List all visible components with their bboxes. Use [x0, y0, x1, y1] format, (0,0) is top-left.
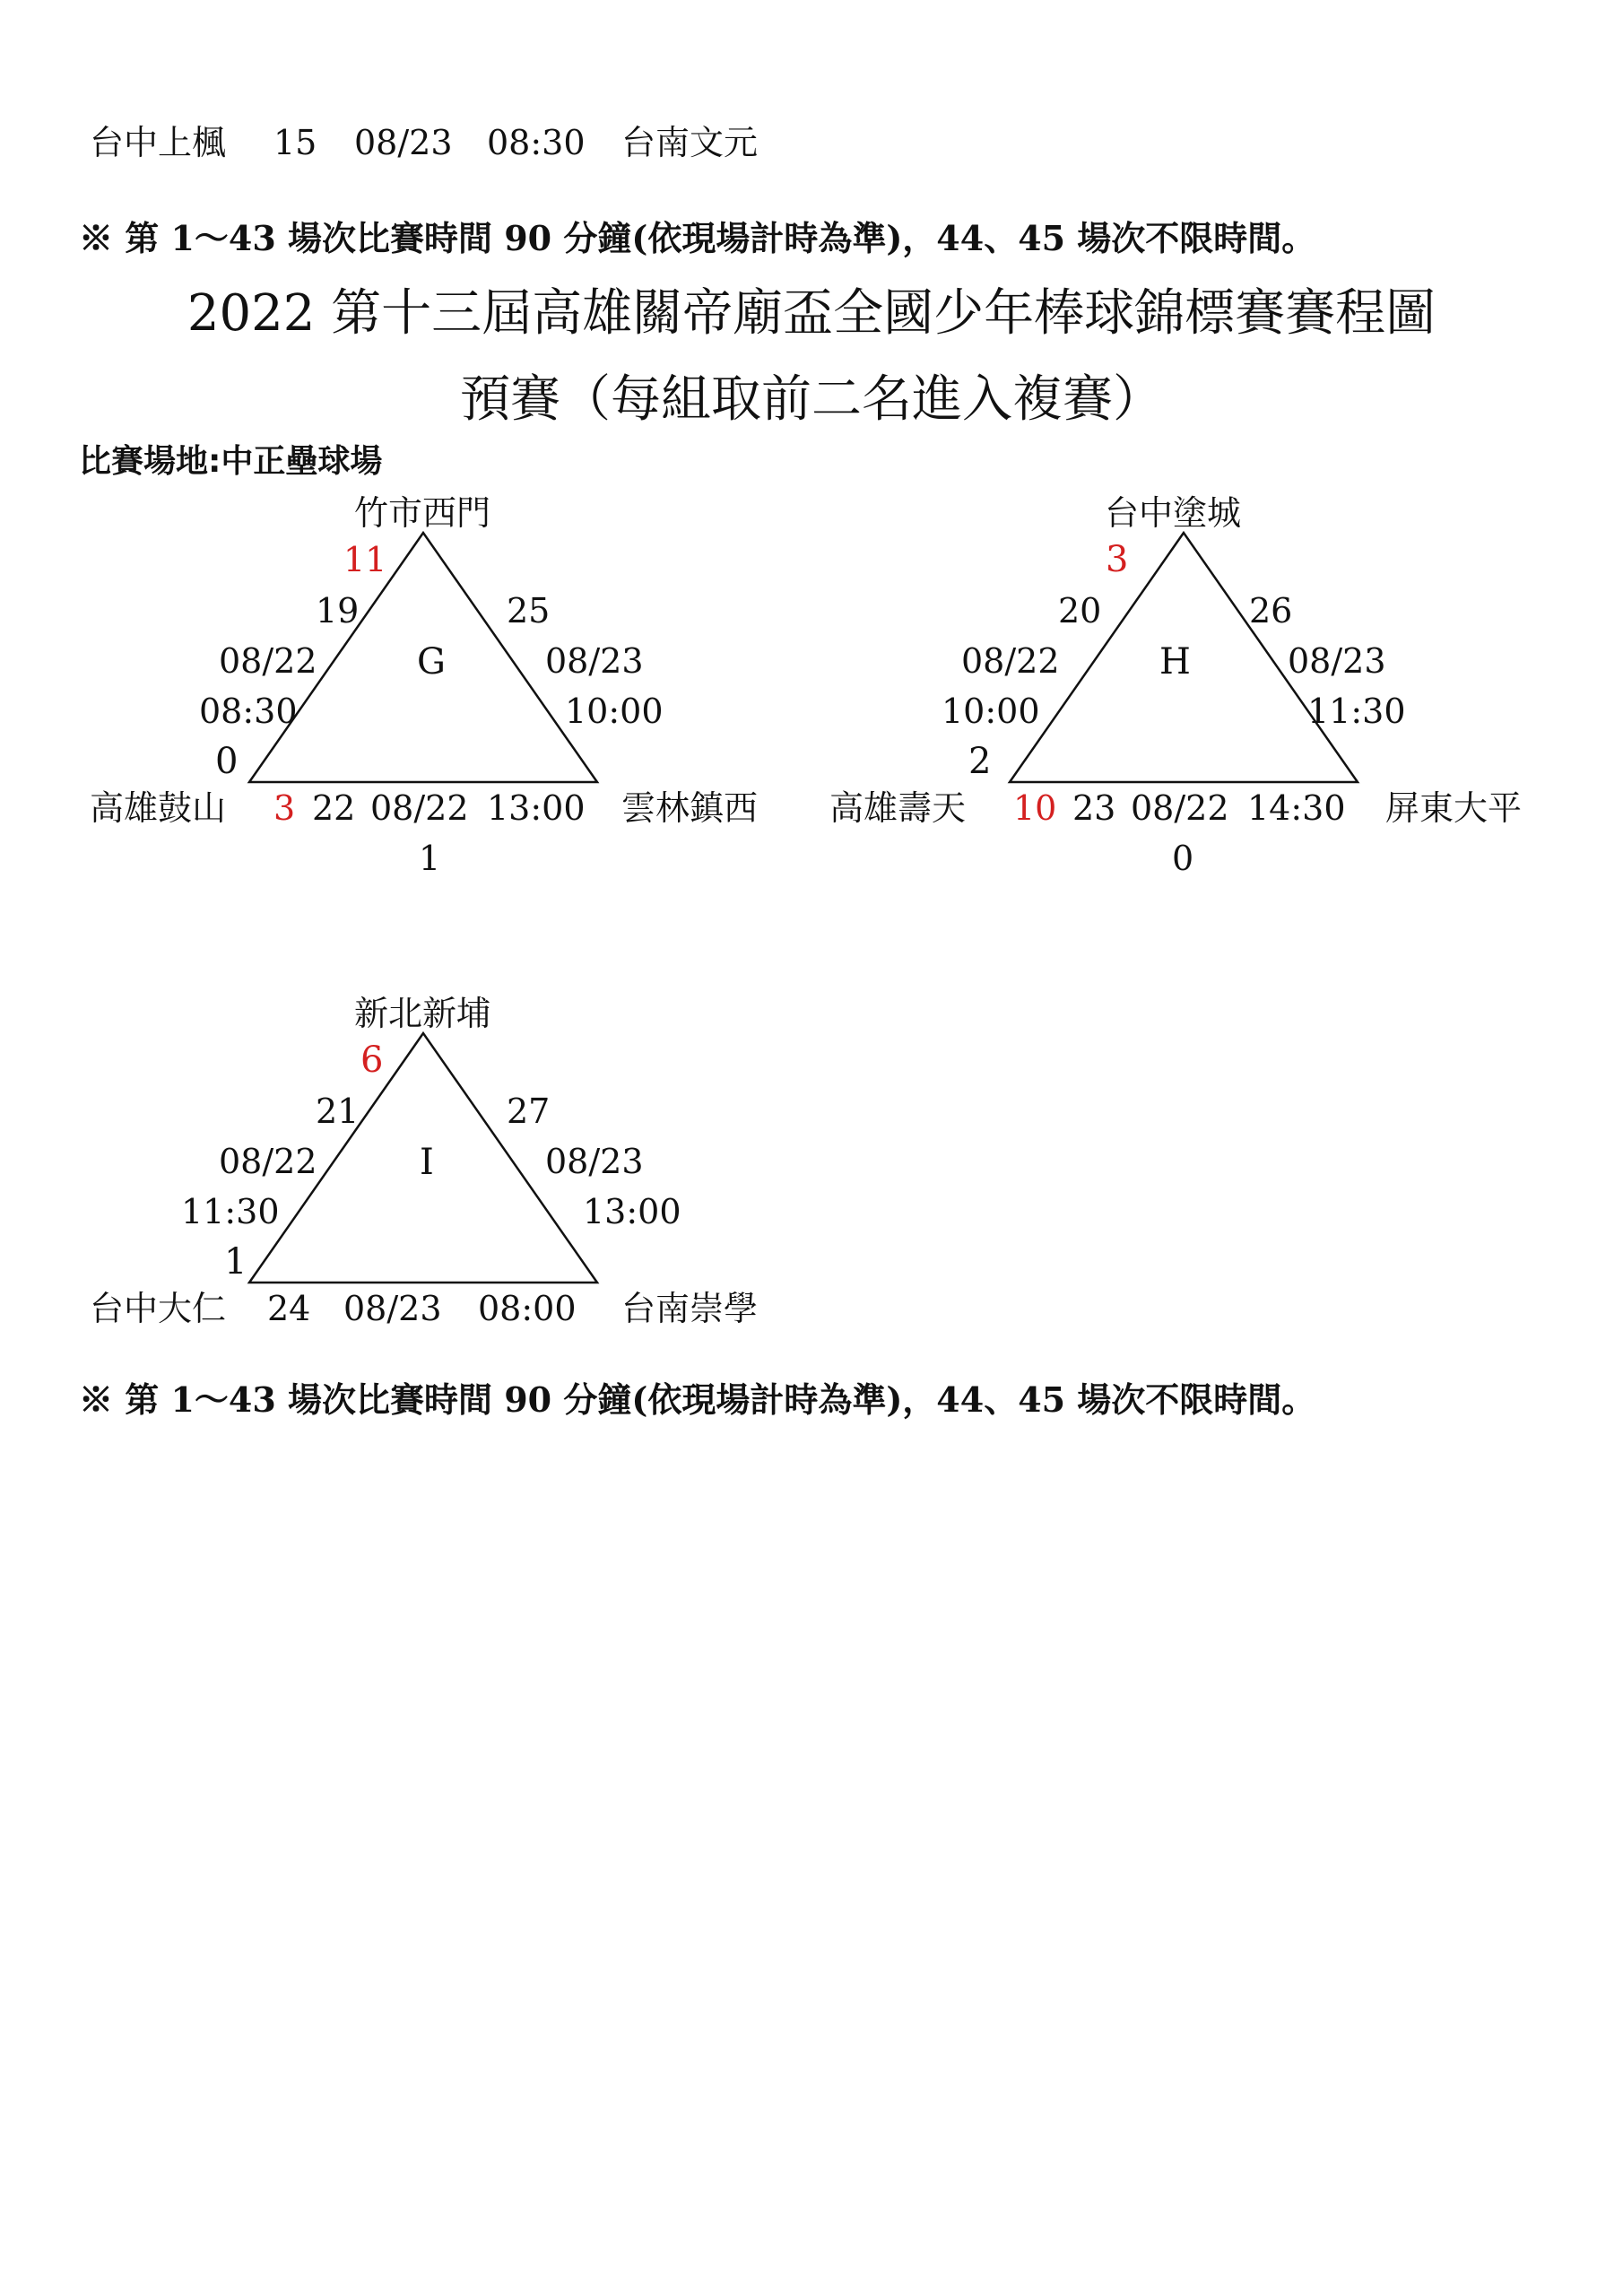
bottom-left-team-score: 10: [1013, 788, 1057, 828]
group-label: H: [1159, 641, 1191, 683]
bottom-game-time: 14:30: [1247, 788, 1346, 828]
game-time: 08:30: [487, 123, 586, 162]
left-team-score: 2: [968, 741, 992, 782]
top-team: 新北新埔: [354, 994, 491, 1033]
left-game-time: 11:30: [181, 1192, 280, 1231]
bottom-right-team-score: 0: [1172, 839, 1194, 878]
left-game-time: 08:30: [199, 691, 298, 731]
bottom-game-time: 13:00: [487, 788, 586, 828]
bottom-left-team: 高雄鼓山: [90, 788, 227, 828]
game-date: 08/23: [354, 123, 453, 162]
page-title: 2022 第十三屆高雄關帝廟盃全國少年棒球錦標賽賽程圖: [187, 284, 1436, 343]
group-label: I: [420, 1142, 434, 1183]
top-team-score: 11: [343, 540, 387, 579]
bottom-game-number: 22: [312, 788, 356, 828]
top-team-score: 6: [360, 1039, 384, 1081]
left-game-date: 08/22: [219, 1142, 317, 1181]
left-game-number: 20: [1058, 591, 1102, 631]
top-team: 竹市西門: [354, 493, 491, 533]
bottom-right-team-score: 1: [419, 839, 441, 878]
bottom-game-number: 24: [267, 1289, 311, 1328]
venue-label: 比賽場地:中正壘球場: [79, 443, 383, 480]
bottom-right-team: 屏東大平: [1385, 788, 1523, 828]
team-name: 台南文元: [621, 123, 759, 162]
right-game-number: 25: [507, 591, 551, 631]
right-game-time: 13:00: [583, 1192, 681, 1231]
bottom-left-team: 高雄壽天: [829, 788, 967, 828]
time-limit-note: ※ 第 1～43 場次比賽時間 90 分鐘(依現場計時為準)，44、45 場次不限時間。: [79, 1379, 1316, 1420]
left-game-number: 21: [316, 1091, 360, 1131]
bottom-game-number: 23: [1072, 788, 1116, 828]
right-game-number: 26: [1249, 591, 1293, 631]
team-name: 台中上楓: [90, 123, 227, 162]
page-subtitle: 預賽（每組取前二名進入複賽）: [460, 370, 1163, 429]
left-game-date: 08/22: [961, 641, 1060, 681]
right-game-date: 08/23: [545, 1142, 644, 1181]
bottom-left-team-score: 3: [273, 788, 296, 828]
group-label: G: [417, 641, 446, 683]
bottom-game-date: 08/22: [1131, 788, 1229, 828]
bottom-game-time: 08:00: [478, 1289, 577, 1328]
right-game-time: 11:30: [1307, 691, 1406, 731]
bottom-game-date: 08/23: [343, 1289, 442, 1328]
bottom-right-team: 雲林鎮西: [621, 788, 759, 828]
right-game-date: 08/23: [1288, 641, 1386, 681]
time-limit-note: ※ 第 1～43 場次比賽時間 90 分鐘(依現場計時為準)，44、45 場次不限時間。: [79, 218, 1316, 258]
right-game-date: 08/23: [545, 641, 644, 681]
left-team-score: 1: [224, 1241, 247, 1283]
game-number: 15: [273, 123, 317, 162]
left-game-number: 19: [316, 591, 360, 631]
right-game-number: 27: [507, 1091, 551, 1131]
left-game-time: 10:00: [942, 691, 1040, 731]
bottom-right-team: 台南崇學: [621, 1289, 759, 1328]
left-team-score: 0: [215, 741, 239, 782]
top-team: 台中塗城: [1105, 493, 1242, 533]
bottom-game-date: 08/22: [370, 788, 469, 828]
right-game-time: 10:00: [565, 691, 664, 731]
left-game-date: 08/22: [219, 641, 317, 681]
bottom-left-team: 台中大仁: [90, 1289, 227, 1328]
top-team-score: 3: [1106, 539, 1129, 580]
